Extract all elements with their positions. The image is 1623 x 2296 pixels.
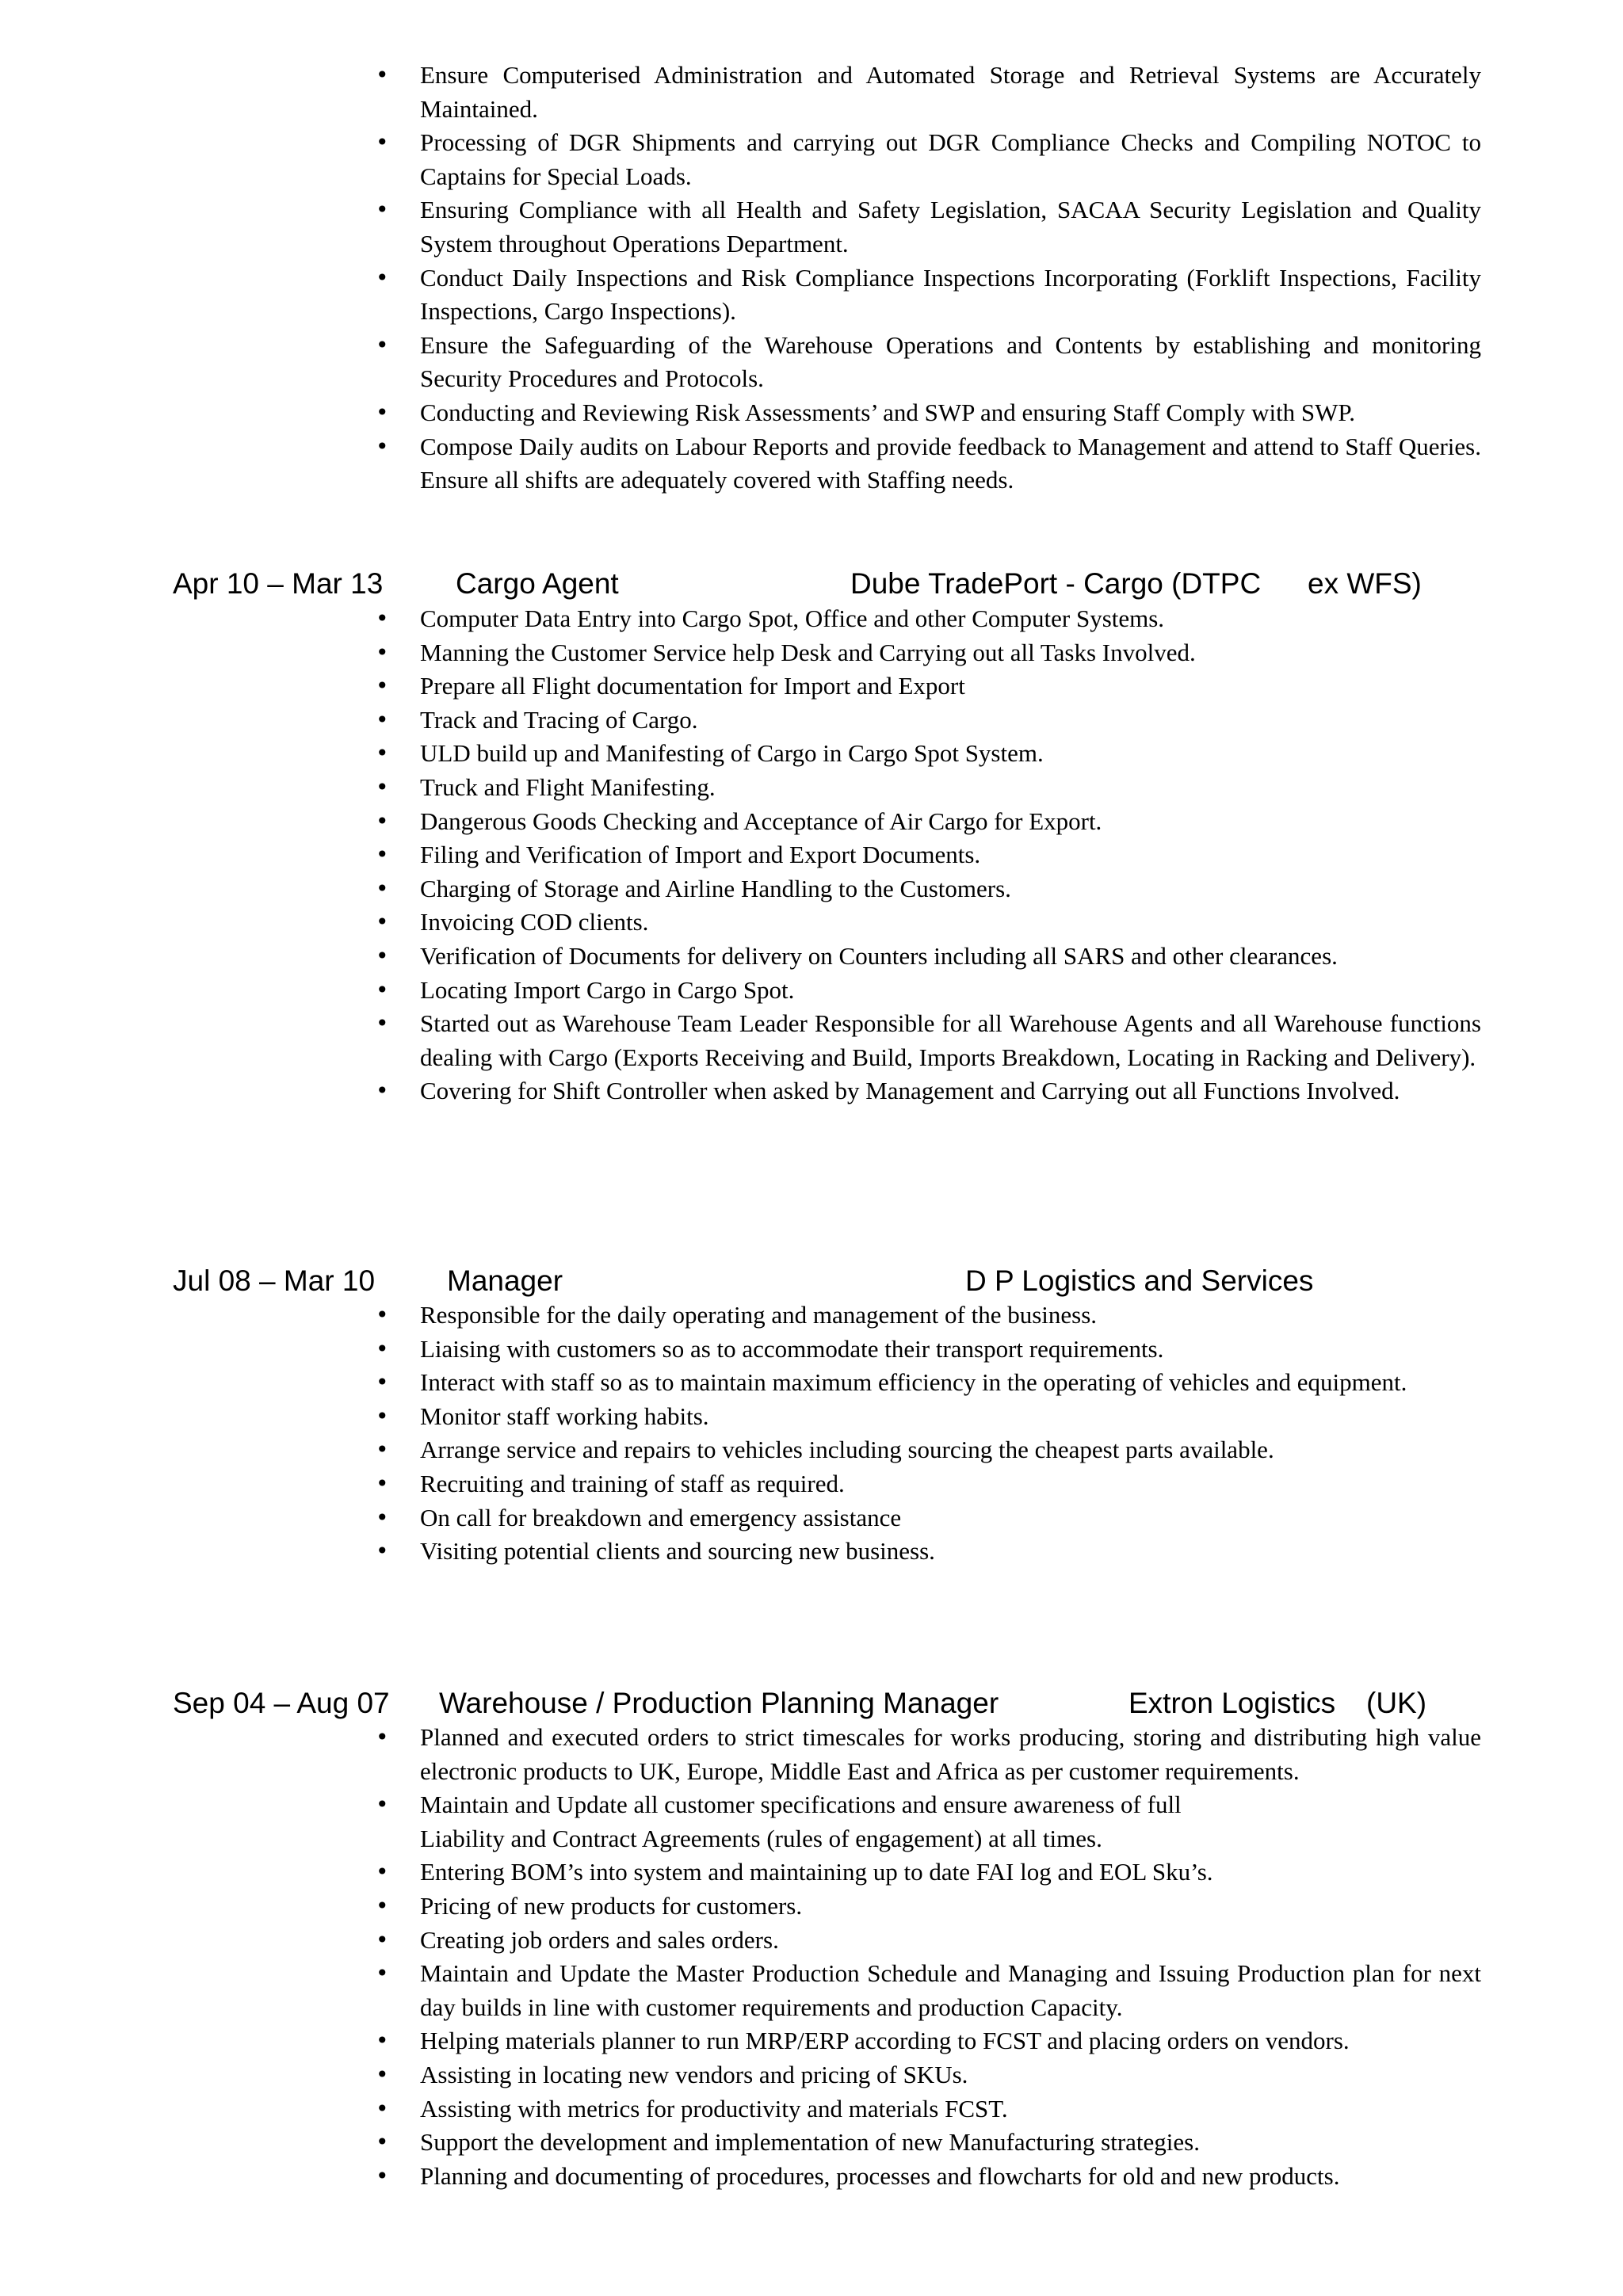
job-company: D P Logistics and Services bbox=[965, 1264, 1314, 1297]
list-item: • Assisting in locating new vendors and pricing of SKUs. bbox=[376, 2058, 1481, 2092]
job-company: Dube TradePort - Cargo (DTPC bbox=[850, 567, 1262, 600]
job-company: Extron Logistics bbox=[1128, 1687, 1336, 1719]
job-heading-manager bbox=[173, 1261, 1520, 1301]
list-item: • Track and Tracing of Cargo. bbox=[376, 704, 1481, 738]
list-item: • ULD build up and Manifesting of Cargo in Cargo Spot System. bbox=[376, 737, 1481, 771]
list-item: • Manning the Customer Service help Desk and Carrying out all Tasks Involved. bbox=[376, 636, 1481, 670]
list-item: • Ensuring Compliance with all Health and Safety Legislation, SACAA Security Legislation and Quality System throughout Operations Department. bbox=[376, 193, 1481, 261]
list-item: • Responsible for the daily operating and management of the business. bbox=[376, 1299, 1481, 1333]
duties-list-manager bbox=[376, 1299, 1481, 1569]
list-item: • Liaising with customers so as to accommodate their transport requirements. bbox=[376, 1333, 1481, 1367]
job-role: Warehouse / Production Planning Manager bbox=[439, 1687, 999, 1719]
list-item: • Invoicing COD clients. bbox=[376, 906, 1481, 940]
list-item: • Assisting with metrics for productivity and materials FCST. bbox=[376, 2092, 1481, 2126]
list-item: • Creating job orders and sales orders. bbox=[376, 1924, 1481, 1958]
list-item: • Maintain and Update all customer specifications and ensure awareness of full Liability and Contract Agreements (rules of engagement) at all times. bbox=[376, 1788, 1481, 1855]
list-item: • Recruiting and training of staff as required. bbox=[376, 1467, 1481, 1501]
list-item: • Maintain and Update the Master Production Schedule and Managing and Issuing Production plan for next day builds in line with customer requirements and production Capacity. bbox=[376, 1957, 1481, 2024]
list-item: • Computer Data Entry into Cargo Spot, Office and other Computer Systems. bbox=[376, 602, 1481, 636]
job-company-suffix: (UK) bbox=[1366, 1687, 1427, 1719]
list-item: • Monitor staff working habits. bbox=[376, 1400, 1481, 1434]
job-role: Manager bbox=[447, 1264, 563, 1297]
job-company-suffix: ex WFS) bbox=[1308, 567, 1422, 600]
list-item: • Truck and Flight Manifesting. bbox=[376, 771, 1481, 805]
job-period: Sep 04 – Aug 07 bbox=[173, 1687, 390, 1719]
job-heading-production-planning-manager bbox=[173, 1684, 1520, 1723]
list-item: • Locating Import Cargo in Cargo Spot. bbox=[376, 974, 1481, 1008]
job-heading-cargo-agent bbox=[173, 564, 1520, 604]
list-item: • Conduct Daily Inspections and Risk Compliance Inspections Incorporating (Forklift Inspections, Facility Inspections, Cargo Inspections). bbox=[376, 261, 1481, 329]
duties-list-cargo-agent bbox=[376, 602, 1481, 1108]
duties-list-production-planning-manager bbox=[376, 1721, 1481, 2193]
list-item: • Processing of DGR Shipments and carrying out DGR Compliance Checks and Compiling NOTOC to Captains for Special Loads. bbox=[376, 126, 1481, 193]
list-item: • Ensure the Safeguarding of the Warehouse Operations and Contents by establishing and monitoring Security Procedures and Protocols. bbox=[376, 329, 1481, 396]
list-item: • Prepare all Flight documentation for Import and Export bbox=[376, 669, 1481, 704]
list-item: • Charging of Storage and Airline Handling to the Customers. bbox=[376, 872, 1481, 906]
list-item: • On call for breakdown and emergency assistance bbox=[376, 1501, 1481, 1535]
list-item: • Interact with staff so as to maintain maximum efficiency in the operating of vehicles and equipment. bbox=[376, 1366, 1481, 1400]
list-item: • Planned and executed orders to strict timescales for works producing, storing and distributing high value electronic products to UK, Europe, Middle East and Africa as per customer requirements. bbox=[376, 1721, 1481, 1788]
list-item: • Filing and Verification of Import and Export Documents. bbox=[376, 838, 1481, 872]
list-item: • Visiting potential clients and sourcing new business. bbox=[376, 1535, 1481, 1569]
list-item: • Planning and documenting of procedures, processes and flowcharts for old and new products. bbox=[376, 2160, 1481, 2194]
list-item: • Verification of Documents for delivery on Counters including all SARS and other clearances. bbox=[376, 940, 1481, 974]
list-item: • Dangerous Goods Checking and Acceptance of Air Cargo for Export. bbox=[376, 805, 1481, 839]
list-item: • Support the development and implementation of new Manufacturing strategies. bbox=[376, 2126, 1481, 2160]
list-item: • Compose Daily audits on Labour Reports and provide feedback to Management and attend to Staff Queries. Ensure all shifts are adequately covered with Staffing needs. bbox=[376, 430, 1481, 498]
list-item: • Covering for Shift Controller when asked by Management and Carrying out all Functions Involved. bbox=[376, 1074, 1481, 1108]
list-item: • Entering BOM’s into system and maintaining up to date FAI log and EOL Sku’s. bbox=[376, 1855, 1481, 1890]
job-period: Jul 08 – Mar 10 bbox=[173, 1264, 376, 1297]
job-period: Apr 10 – Mar 13 bbox=[173, 567, 384, 600]
list-item: • Started out as Warehouse Team Leader Responsible for all Warehouse Agents and all Warehouse functions dealing with Cargo (Exports Receiving and Build, Imports Breakdown, Locating in Racking and Delivery). bbox=[376, 1007, 1481, 1074]
list-item: • Ensure Computerised Administration and Automated Storage and Retrieval Systems are Accurately Maintained. bbox=[376, 59, 1481, 126]
job-role: Cargo Agent bbox=[456, 567, 619, 600]
list-item: • Conducting and Reviewing Risk Assessments’ and SWP and ensuring Staff Comply with SWP. bbox=[376, 396, 1481, 430]
list-item: • Helping materials planner to run MRP/ERP according to FCST and placing orders on vendors. bbox=[376, 2024, 1481, 2058]
list-item: • Arrange service and repairs to vehicles including sourcing the cheapest parts available. bbox=[376, 1433, 1481, 1467]
list-item: • Pricing of new products for customers. bbox=[376, 1890, 1481, 1924]
duties-list-previous-role bbox=[376, 59, 1481, 498]
